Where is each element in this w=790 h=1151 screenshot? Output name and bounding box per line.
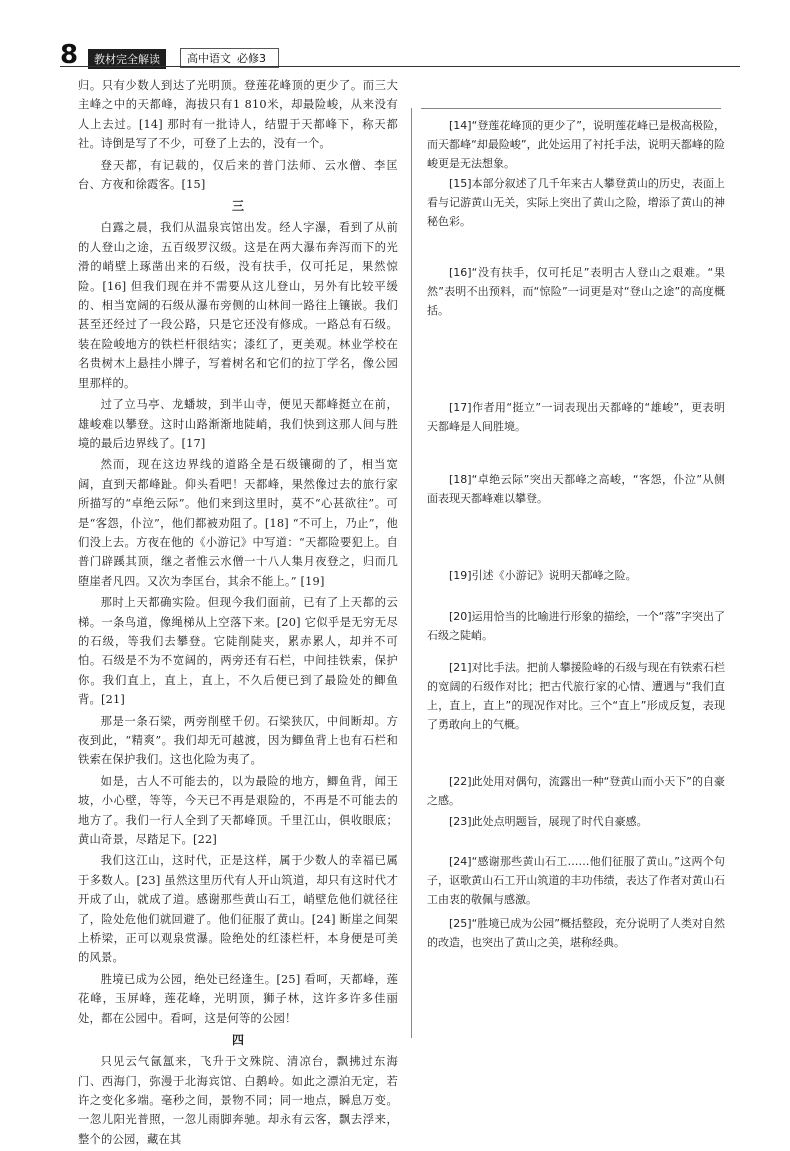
annotation-text: [24]“感谢那些黄山石工……他们征服了黄山。”这两个句子，讴歌黄山石工开山筑道的丰功伟绩，表达了作者对黄山石工由衷的敬佩与感激。 — [427, 855, 725, 906]
volume-label: 必修3 — [237, 52, 266, 65]
annotation-text: [14]“登莲花峰顶的更少了”，说明莲花峰已是极高极险，而天都峰“却最险峻”，此处运用了衬托手法，说明天都峰的险峻更是无法想象。 — [427, 119, 725, 170]
paragraph: 登天都，有记载的，仅后来的普门法师、云水僧、李匡台、方夜和徐霞客。[15] — [78, 158, 398, 192]
paragraph: 那是一条石梁，两旁削壁千仞。石梁狭仄，中间断却。方夜到此，“精爽”。我们却无可越渡，因为鲫鱼背上也有石栏和铁索在保护我们。这也化险为夷了。 — [78, 714, 398, 767]
annotation-text: [15]本部分叙述了几千年来古人攀登黄山的历史，表面上看与记游黄山无关，实际上突出了黄山之险，增添了黄山的神秘色彩。 — [427, 177, 725, 228]
annotation-14 — [427, 116, 725, 173]
paragraph: 只见云气氤氲来，飞升于文殊院、清凉台，飘拂过东海门、西海门，弥漫于北海宾馆、白鹅岭。如此之漂泊无定，若许之变化多端。毫秒之间，景物不同；同一地点，瞬息万变。一忽儿阳光普照，一忽儿雨脚奔驰。却永有云客，飘去浮来，整个的公园，藏在其 — [78, 1055, 398, 1146]
annotation-text: [18]“卓绝云际”突出天都峰之高峻，“客怨，仆泣”从侧面表现天都峰难以攀登。 — [427, 473, 725, 505]
notes-top-rule — [421, 108, 721, 109]
column-divider — [411, 108, 412, 1038]
annotation-20 — [427, 607, 725, 645]
paragraph: 胜境已成为公园，绝处已经逢生。[25] 看呵，天都峰，莲花峰，玉屏峰，莲花峰，光明顶，狮子林，这许多许多佳丽处，都在公园中。看呵，这是何等的公园！ — [78, 972, 398, 1025]
annotation-text: [16]“没有扶手，仅可托足”表明古人登山之艰难。“果然”表明不出预料，而“惊险”一词更是对“登山之途”的高度概括。 — [427, 266, 725, 317]
annotation-21 — [427, 658, 725, 734]
paragraph: 然而，现在这边界线的道路全是石级镶砌的了，相当宽阔，直到天都峰趾。仰头看吧！天都峰，果然像过去的旅行家所描写的“卓绝云际”。他们来到这里时，莫不“心甚欲往”。可是“客怨，仆泣”，他们都被劝阻了。[18] “不可上，乃止”，他们没上去。方夜在他的《小游记》中写道：“天都险要犯上。自普门辟蹊其顶，继之者惟云水僧一十八人集月夜登之，归而几堕崖者凡四。又次为李匡台，其余不能上。” [19] — [78, 458, 398, 588]
annotation-text: [20]运用恰当的比喻进行形象的描绘，一个“落”字突出了石级之陡峭。 — [427, 610, 725, 642]
annotation-text: [21]对比手法。把前人攀援险峰的石级与现在有铁索石栏的宽阔的石级作对比；把古代旅行家的心情、遭遇与“我们直上，直上，直上”的现况作对比。三个“直上”形成反复，表现了勇敢向上的气概。 — [427, 661, 725, 731]
annotation-23 — [427, 812, 725, 831]
main-text-column — [78, 76, 398, 1151]
book-title-tag: 教材完全解读 — [88, 49, 166, 69]
annotation-24 — [427, 852, 725, 909]
page-header — [60, 40, 740, 70]
header-rule — [60, 66, 740, 67]
annotation-25 — [427, 914, 725, 952]
annotation-text: [23]此处点明题旨，展现了时代自豪感。 — [449, 815, 648, 828]
paragraph: 过了立马亭、龙蟠坡，到半山寺，便见天都峰挺立在前，雄峻难以攀登。这时山路渐渐地陡峭，我们快到这那人间与胜境的最后边界线了。[17] — [78, 398, 398, 450]
paragraph: 如是，古人不可能去的，以为最险的地方，鲫鱼背，闻王坡，小心壁，等等，今天已不再是艰险的，不再是不可能去的地方了。我们一行人全到了天都峰顶。千里江山，俱收眼底；黄山奇景，尽踏足下。[22] — [78, 774, 398, 847]
paragraph: 白露之晨，我们从温泉宾馆出发。经人字瀑，看到了从前的人登山之途，五百级罗汉级。这是在两大瀑布奔泻而下的光滑的峭壁上琢凿出来的石级，没有扶手，仅可托足，果然惊险。[16] 但我们现在并不需要从这儿登山，另外有比较平缓的、相当宽阔的石级从瀑布旁侧的山林间一路往上镶嵌。我们甚至还经过了一段公路，只是它还没有修成。一路总有石级。装在险峻地方的铁栏杆很结实；漆红了，更美观。林业学校在名贵树木上悬挂小牌子，写着树名和它们的拉丁学名，像公园里那样的。 — [78, 221, 398, 390]
annotation-text: [19]引述《小游记》说明天都峰之险。 — [449, 569, 637, 582]
page-number: 8 — [60, 40, 79, 70]
section-heading: 三 — [231, 199, 244, 214]
annotation-19 — [427, 566, 725, 585]
annotation-15 — [427, 174, 725, 231]
annotation-17 — [427, 398, 725, 436]
annotation-text: [25]“胜境已成为公园”概括整段，充分说明了人类对自然的改造，也突出了黄山之美，堪称经典。 — [427, 917, 725, 949]
annotation-22 — [427, 772, 725, 810]
paragraph: 我们这江山，这时代，正是这样，属于少数人的幸福已属于多数人。[23] 虽然这里历代有人开山筑道，却只有这时代才开成了山，就成了道。感谢那些黄山石工，峭壁危他们就径往了，险处危他们就回避了。他们征服了黄山。[24] 断崖之间架上桥梁，正可以观泉赏瀑。险绝处的红漆栏杆，本身便是可美的风景。 — [78, 854, 398, 965]
annotation-text: [22]此处用对偶句，流露出一种“登黄山而小天下”的自豪之感。 — [427, 775, 725, 807]
annotation-18 — [427, 470, 725, 508]
section-heading: 四 — [231, 1033, 244, 1048]
paragraph: 归。只有少数人到达了光明顶。登莲花峰顶的更少了。而三大主峰之中的天都峰，海拔只有1 810米，却最险峻，从来没有人上去过。[14] 那时有一批诗人，结盟于天都峰下，称天都社。诗倒是写了不少，可登了上去的，没有一个。 — [78, 79, 398, 151]
annotation-16 — [427, 263, 725, 320]
subject-tag — [180, 48, 279, 68]
subject-label: 高中语文 — [187, 52, 231, 65]
annotation-text: [17]作者用“挺立”一词表现出天都峰的“雄峻”，更表明天都峰是人间胜境。 — [427, 401, 725, 433]
paragraph: 那时上天都确实险。但现今我们面前，已有了上天都的云梯。一条鸟道，像绳梯从上空落下来。[20] 它似乎是无穷无尽的石级，等我们去攀登。它陡削陡夹，累赤累人，却并不可怕。石级是不为不宽阔的，两旁还有石栏，中间挂铁索，保护你。我们直上，直上，直上，不久后便已到了最险处的鲫鱼背。[21] — [78, 596, 398, 707]
